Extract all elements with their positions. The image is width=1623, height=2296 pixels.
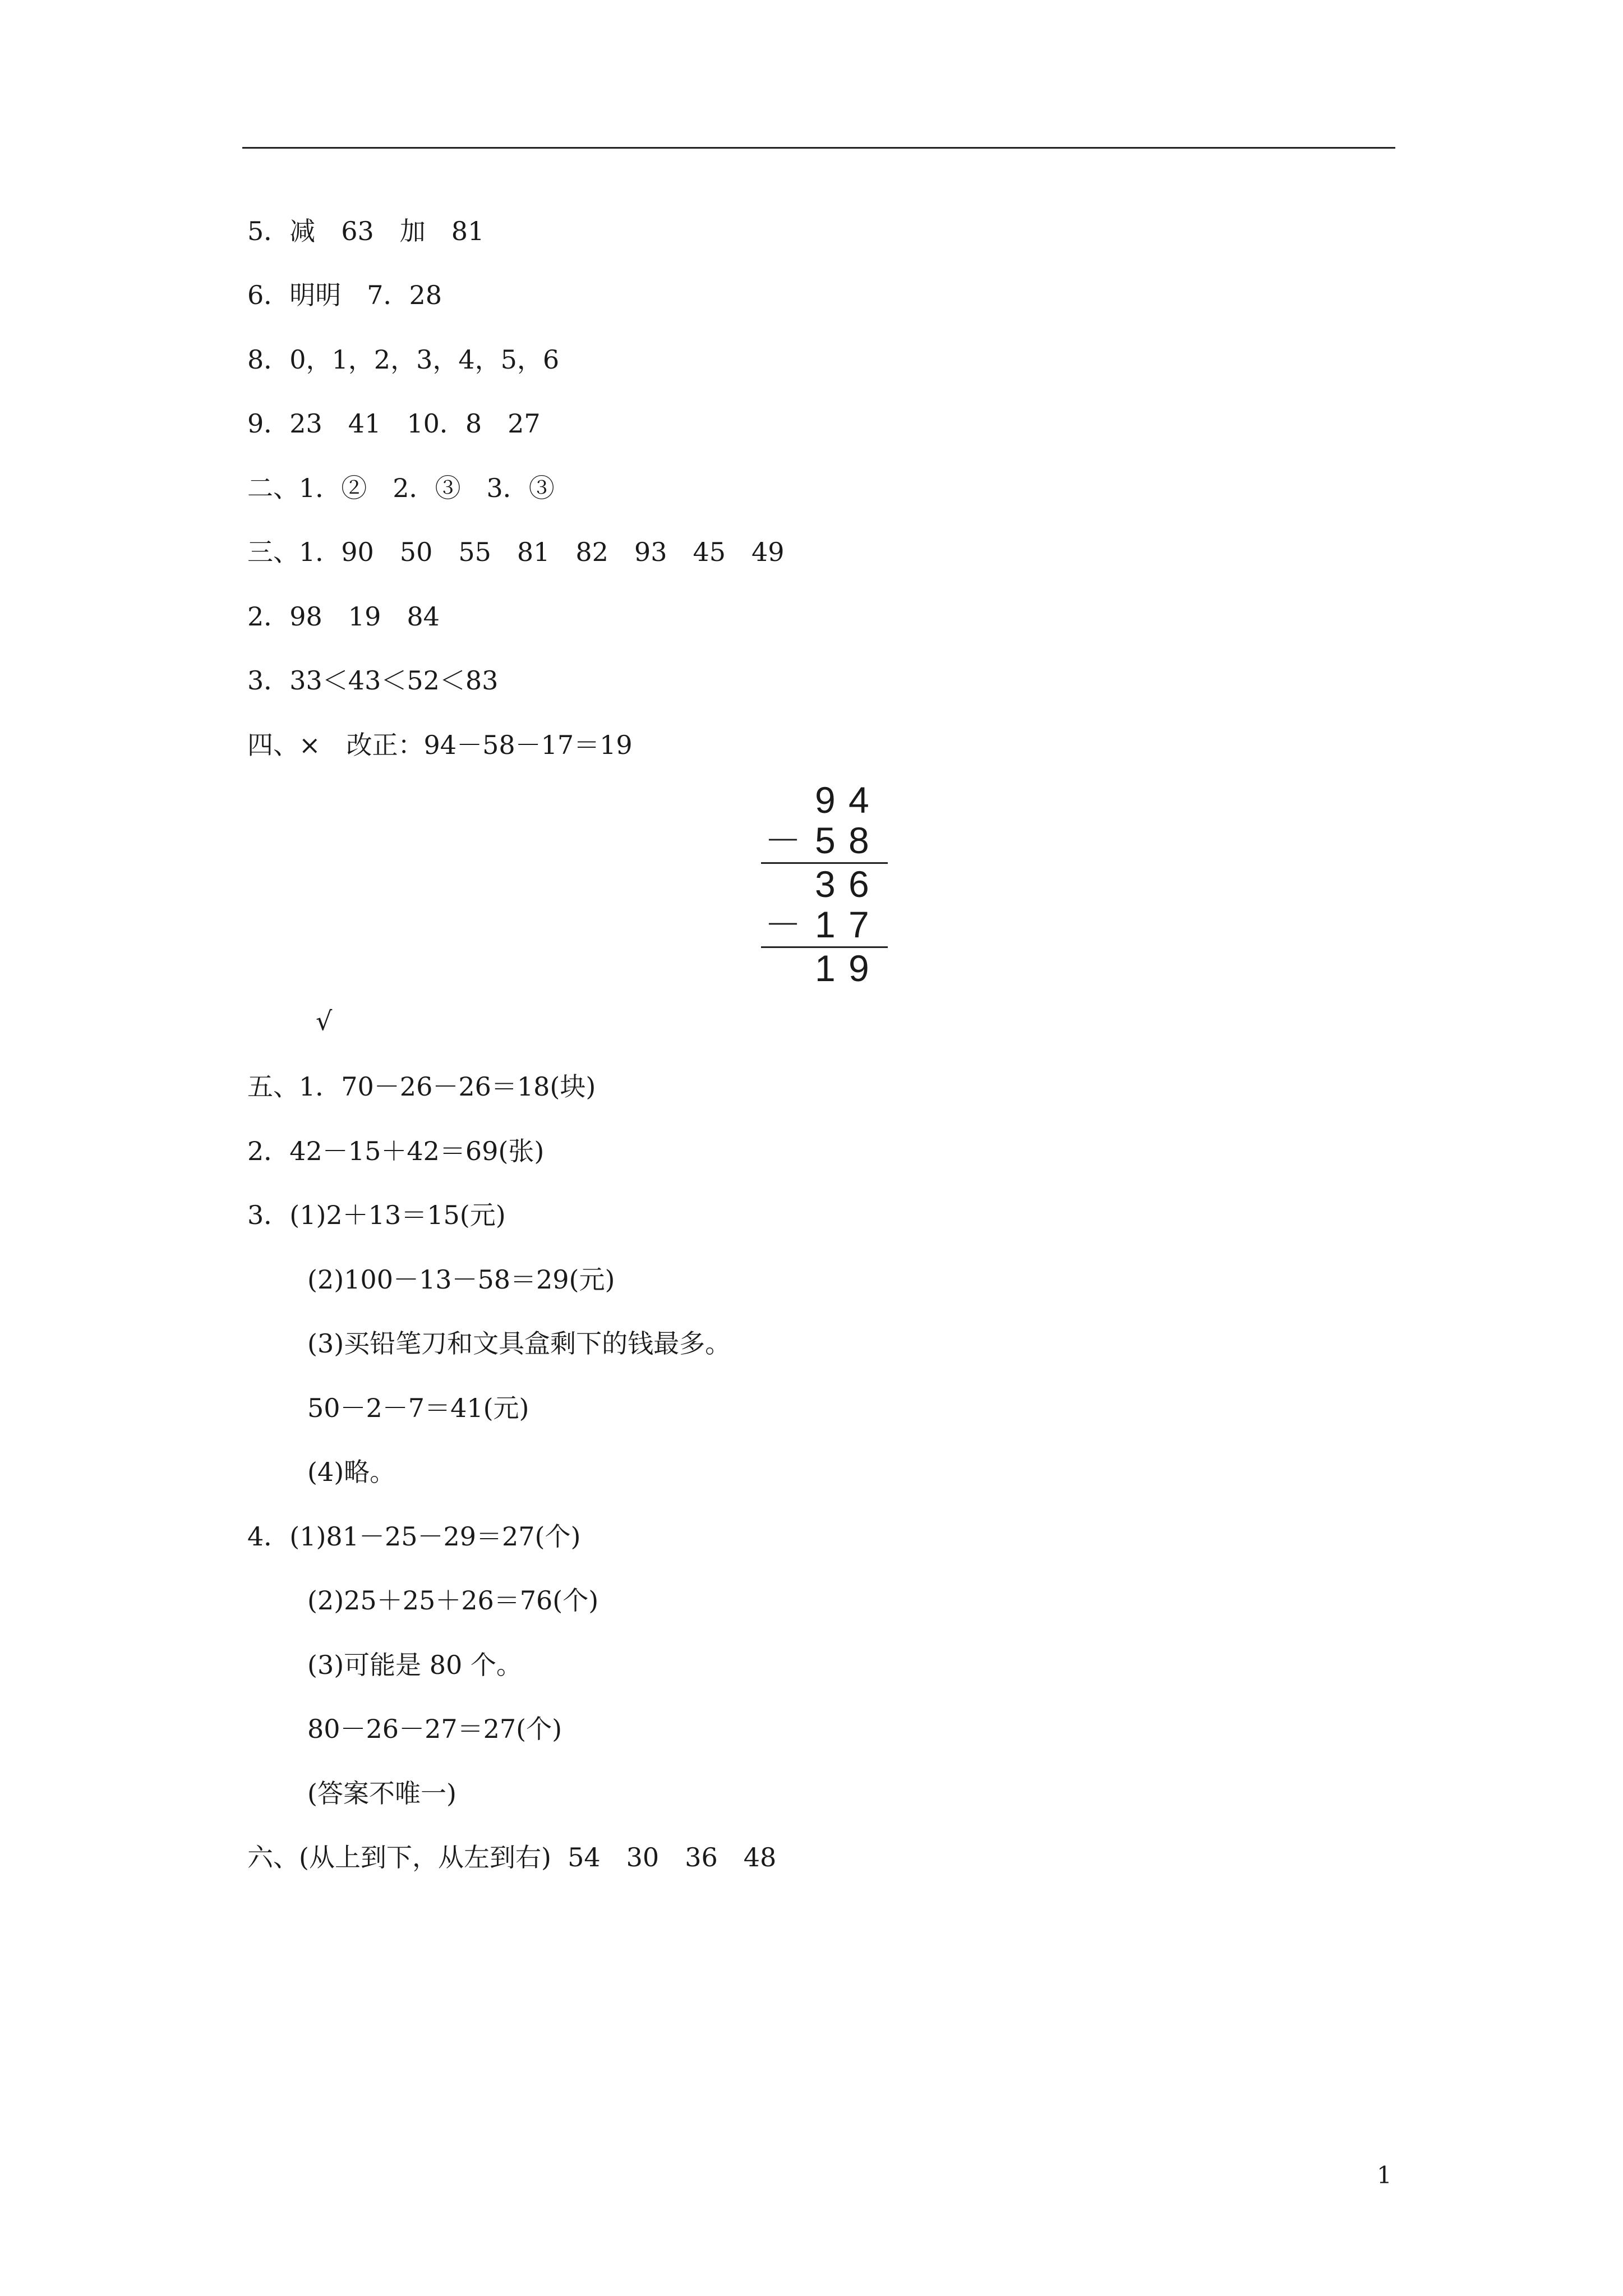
vcalc-digit: 8 (849, 820, 869, 861)
section-3-item-1: 三、1．90 50 55 81 82 93 45 49 (247, 537, 785, 567)
section-3-item-2: 2．98 19 84 (247, 601, 440, 632)
section-6-answers: 六、(从上到下，从左到右) 54 30 36 48 (247, 1842, 777, 1872)
section-5-item-3: 3．(1)2＋13＝15(元) (247, 1200, 506, 1230)
vcalc-digit: 9 (815, 779, 836, 821)
section-5-item-3-part-4: (4)略。 (307, 1457, 396, 1487)
vertical-subtraction (761, 780, 888, 994)
vcalc-digit: 9 (849, 947, 869, 989)
section-5-item-3-part-3: (3)买铅笔刀和文具盒剩下的钱最多。 (307, 1328, 731, 1359)
section-5-item-3-part-2: (2)100－13－58＝29(元) (307, 1264, 615, 1295)
vcalc-row-1 (761, 780, 888, 820)
answer-line-8: 8．0，1，2，3，4，5，6 (247, 344, 560, 375)
vcalc-row-5 (761, 948, 888, 988)
answer-line-5: 5．减 63 加 81 (247, 216, 485, 246)
section-5-item-4-part-2: (2)25＋25＋26＝76(个) (307, 1585, 599, 1616)
check-mark: √ (316, 1006, 333, 1036)
section-5-item-4-part-3: (3)可能是 80 个。 (307, 1650, 522, 1680)
vcalc-digit: 3 (815, 863, 836, 905)
minus-sign: － (764, 820, 801, 861)
vcalc-digit: 5 (815, 820, 836, 861)
vcalc-digit: 4 (849, 779, 869, 821)
section-5-item-3-calc: 50－2－7＝41(元) (307, 1393, 529, 1423)
section-4-correction: 四、× 改正：94－58－17＝19 (247, 730, 633, 760)
section-5-item-4: 4．(1)81－25－29＝27(个) (247, 1521, 581, 1552)
vcalc-digit: 7 (849, 904, 869, 945)
section-5-item-4-calc: 80－26－27＝27(个) (307, 1714, 562, 1744)
vcalc-row-2 (761, 820, 888, 861)
section-5-item-2: 2．42－15＋42＝69(张) (247, 1136, 545, 1166)
header-rule (242, 147, 1395, 149)
answer-line-9: 9．23 41 10．8 27 (247, 408, 541, 439)
section-5-item-1: 五、1．70－26－26＝18(块) (247, 1071, 596, 1102)
section-2-answers: 二、1．② 2．③ 3．③ (247, 473, 555, 503)
page-number: 1 (1377, 2161, 1392, 2189)
vcalc-digit: 1 (815, 947, 836, 989)
vcalc-row-4 (761, 904, 888, 945)
minus-sign: － (764, 904, 801, 945)
vcalc-digit: 1 (815, 904, 836, 945)
section-5-item-4-note: (答案不唯一) (307, 1778, 457, 1809)
section-3-item-3: 3．33＜43＜52＜83 (247, 665, 499, 696)
vcalc-digit: 6 (849, 863, 869, 905)
answer-line-6: 6．明明 7．28 (247, 280, 442, 310)
vcalc-row-3 (761, 864, 888, 904)
